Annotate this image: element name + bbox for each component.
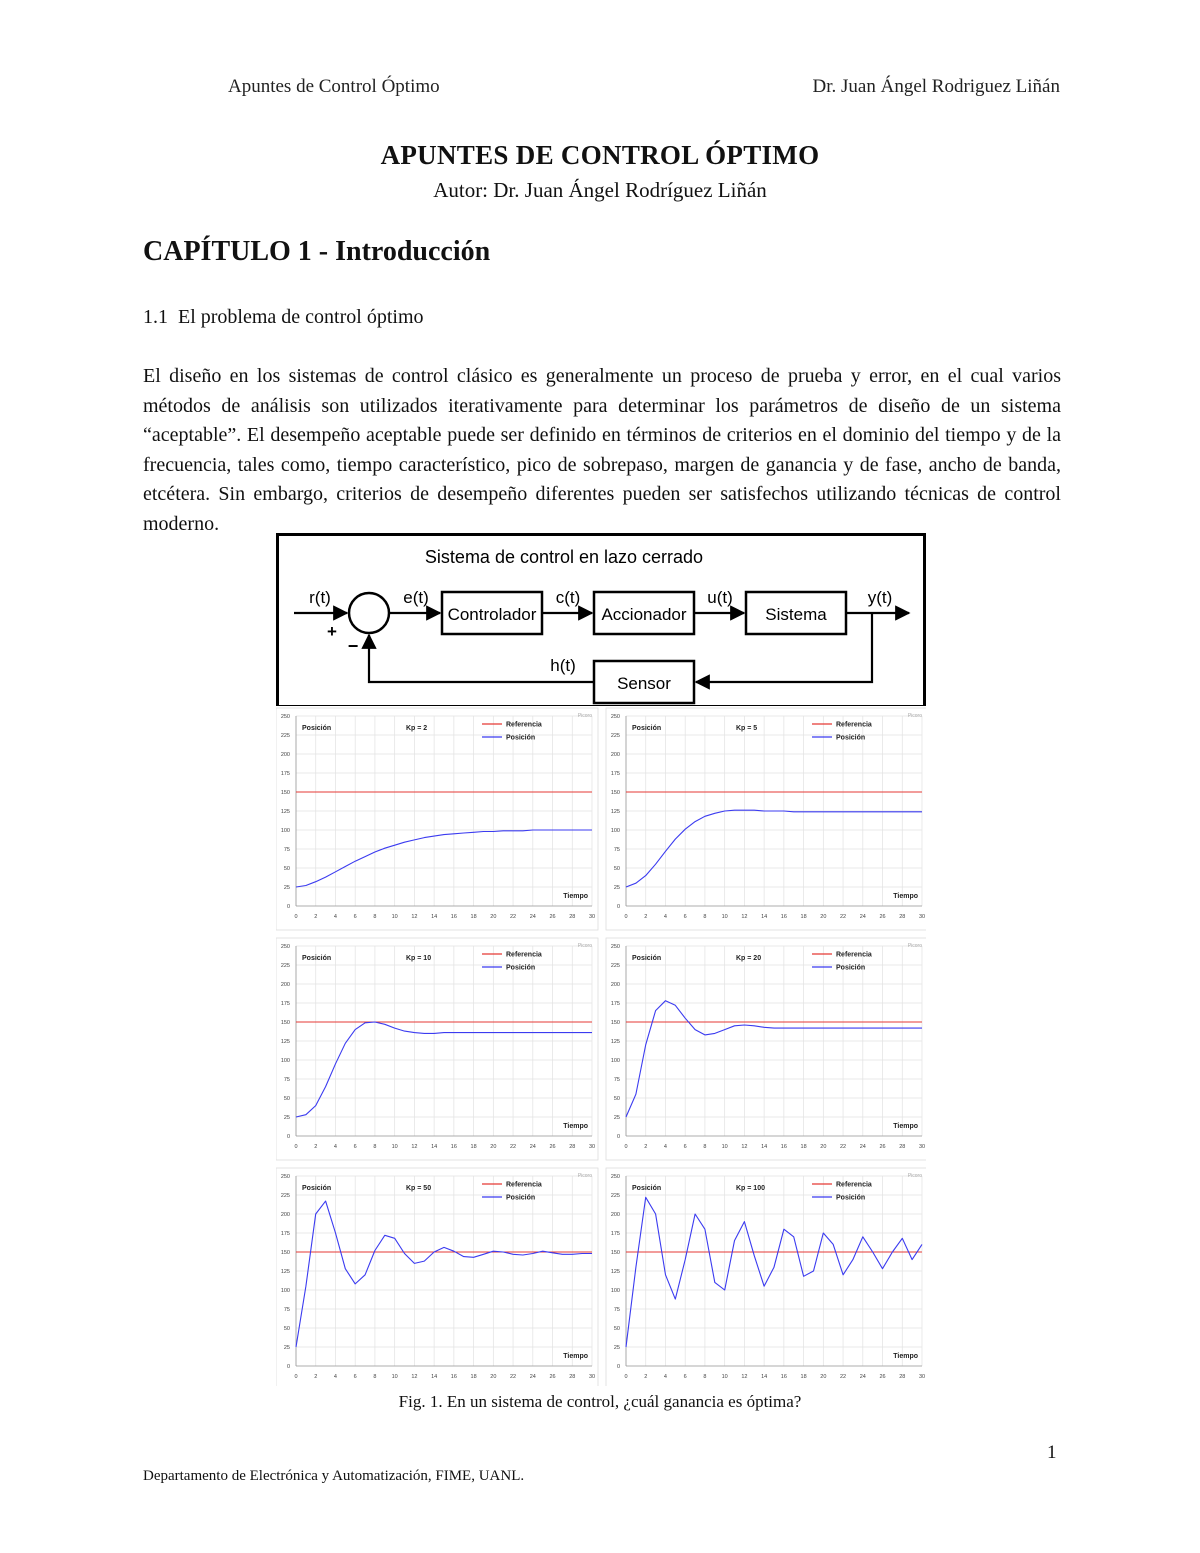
x-tick-label: 4: [333, 1374, 337, 1380]
x-tick-label: 4: [663, 914, 667, 920]
y-tick-label: 200: [280, 982, 290, 988]
y-tick-label: 100: [280, 1288, 290, 1294]
chart-panel: [606, 938, 926, 1160]
x-tick-label: 26: [879, 914, 886, 920]
x-tick-label: 28: [899, 914, 906, 920]
y-tick-label: 75: [613, 847, 620, 853]
y-tick-label: 200: [280, 752, 290, 758]
x-tick-label: 10: [721, 1374, 728, 1380]
x-tick-label: 10: [391, 1374, 398, 1380]
signal-r: r(t): [309, 588, 331, 607]
x-tick-label: 6: [353, 1374, 357, 1380]
x-tick-label: 24: [529, 1144, 536, 1150]
page-number: 1: [1047, 1442, 1057, 1463]
diagram-title: Sistema de control en lazo cerrado: [424, 547, 704, 567]
y-tick-label: 200: [610, 1212, 620, 1218]
sensor-label: Sensor: [617, 674, 671, 693]
gain-label: Kp = 20: [736, 955, 762, 962]
x-tick-label: 6: [683, 914, 687, 920]
y-tick-label: 225: [610, 733, 620, 739]
x-tick-label: 26: [549, 1144, 556, 1150]
x-tick-label: 14: [761, 1374, 768, 1380]
x-tick-label: 30: [588, 914, 596, 920]
x-tick-label: 26: [879, 1144, 886, 1150]
x-axis-label: Tiempo: [893, 1123, 918, 1130]
y-tick-label: 100: [610, 828, 620, 834]
x-tick-label: 12: [741, 1144, 748, 1150]
x-tick-label: 24: [859, 1374, 866, 1380]
y-tick-label: 150: [610, 790, 620, 796]
y-tick-label: 25: [613, 1115, 620, 1121]
system-label: Sistema: [765, 605, 827, 624]
x-tick-label: 4: [333, 914, 337, 920]
gain-label: Kp = 5: [736, 725, 758, 732]
legend-label: Referencia: [506, 721, 542, 729]
gain-label: Kp = 10: [406, 955, 432, 962]
y-tick-label: 75: [283, 847, 290, 853]
corner-label: Picoro: [907, 713, 922, 719]
x-tick-label: 30: [588, 1144, 596, 1150]
plus-sign: +: [327, 622, 337, 641]
x-tick-label: 12: [411, 914, 418, 920]
x-tick-label: 2: [314, 1144, 318, 1150]
x-tick-label: 18: [800, 914, 807, 920]
x-tick-label: 8: [703, 914, 707, 920]
legend-label: Posición: [836, 1194, 866, 1202]
y-tick-label: 225: [610, 963, 620, 969]
y-tick-label: 0: [286, 904, 290, 910]
y-tick-label: 250: [280, 944, 290, 950]
y-tick-label: 150: [280, 1020, 290, 1026]
x-tick-label: 8: [703, 1144, 707, 1150]
author-line: Autor: Dr. Juan Ángel Rodríguez Liñán: [433, 178, 767, 202]
x-tick-label: 8: [373, 1374, 377, 1380]
y-tick-label: 0: [616, 1134, 620, 1140]
y-tick-label: 0: [616, 904, 620, 910]
y-tick-label: 100: [610, 1288, 620, 1294]
legend-label: Referencia: [836, 951, 872, 959]
actuator-label: Accionador: [601, 605, 687, 624]
y-tick-label: 250: [280, 1174, 290, 1180]
x-tick-label: 18: [800, 1374, 807, 1380]
y-tick-label: 200: [280, 1212, 290, 1218]
x-tick-label: 20: [820, 1144, 827, 1150]
corner-label: Picoro: [577, 1173, 592, 1179]
x-tick-label: 22: [510, 1374, 517, 1380]
y-tick-label: 25: [283, 1115, 290, 1121]
signal-u: u(t): [707, 588, 733, 607]
y-axis-label: Posición: [632, 725, 662, 732]
y-tick-label: 125: [610, 1269, 620, 1275]
legend-label: Posición: [506, 964, 536, 972]
body-paragraph: El diseño en los sistemas de control clásico es generalmente un proceso de prueba y error, en el cual varios métodos de análisis son utilizados iterativamente para determinar los parámetros de diseño de un sistema “aceptable”. El desempeño aceptable puede ser definido en términos de criterios en el dominio del tiempo y de la frecuencia, tales como, tiempo característico, pico de sobrepaso, margen de ganancia y de fase, ancho de banda, etcétera. Sin embargo, criterios de desempeño diferentes pueden ser satisfechos utilizando técnicas de control moderno.: [143, 365, 1061, 535]
chart-background: [276, 708, 598, 930]
signal-h: h(t): [550, 656, 576, 675]
x-tick-label: 22: [840, 914, 847, 920]
y-tick-label: 75: [613, 1307, 620, 1313]
chart-background: [276, 1168, 598, 1386]
x-tick-label: 20: [490, 914, 497, 920]
x-tick-label: 14: [431, 1374, 438, 1380]
y-tick-label: 50: [613, 1326, 620, 1332]
chapter-heading: CAPÍTULO 1 - Introducción: [143, 236, 491, 267]
x-tick-label: 30: [918, 1374, 926, 1380]
x-tick-label: 6: [683, 1374, 687, 1380]
y-tick-label: 25: [283, 885, 290, 891]
x-tick-label: 8: [373, 914, 377, 920]
x-tick-label: 12: [741, 914, 748, 920]
x-tick-label: 28: [569, 1144, 576, 1150]
block-diagram: [276, 533, 926, 706]
y-tick-label: 50: [283, 1326, 290, 1332]
x-tick-label: 14: [431, 914, 438, 920]
signal-y: y(t): [867, 588, 893, 607]
x-tick-label: 18: [800, 1144, 807, 1150]
x-axis-label: Tiempo: [563, 1353, 588, 1360]
x-tick-label: 16: [780, 1144, 787, 1150]
legend-label: Referencia: [506, 951, 542, 959]
legend-label: Referencia: [836, 721, 872, 729]
y-axis-label: Posición: [302, 955, 332, 962]
y-axis-label: Posición: [302, 725, 332, 732]
x-tick-label: 6: [353, 1144, 357, 1150]
x-tick-label: 0: [294, 1374, 298, 1380]
x-tick-label: 14: [431, 1144, 438, 1150]
x-tick-label: 24: [529, 914, 536, 920]
y-tick-label: 175: [280, 771, 290, 777]
corner-label: Picoro: [907, 943, 922, 949]
y-tick-label: 50: [613, 1096, 620, 1102]
x-tick-label: 18: [470, 1374, 477, 1380]
running-header-right: Dr. Juan Ángel Rodriguez Liñán: [812, 76, 1060, 97]
x-tick-label: 10: [391, 914, 398, 920]
x-tick-label: 10: [721, 914, 728, 920]
x-tick-label: 22: [840, 1144, 847, 1150]
section-title: El problema de control óptimo: [178, 306, 424, 328]
y-tick-label: 225: [280, 1193, 290, 1199]
y-tick-label: 25: [613, 885, 620, 891]
controller-label: Controlador: [447, 605, 537, 624]
y-tick-label: 0: [616, 1364, 620, 1370]
chart-background: [276, 938, 598, 1160]
y-tick-label: 175: [610, 771, 620, 777]
x-tick-label: 16: [450, 1144, 457, 1150]
x-tick-label: 2: [644, 1144, 648, 1150]
y-tick-label: 125: [280, 1039, 290, 1045]
x-tick-label: 20: [490, 1144, 497, 1150]
y-axis-label: Posición: [632, 1185, 662, 1192]
x-tick-label: 0: [294, 914, 298, 920]
x-tick-label: 12: [741, 1374, 748, 1380]
legend-label: Posición: [506, 1194, 536, 1202]
y-tick-label: 0: [286, 1364, 290, 1370]
x-tick-label: 2: [644, 1374, 648, 1380]
x-tick-label: 6: [683, 1144, 687, 1150]
x-tick-label: 2: [314, 914, 318, 920]
x-tick-label: 22: [840, 1374, 847, 1380]
x-axis-label: Tiempo: [563, 1123, 588, 1130]
x-tick-label: 28: [899, 1144, 906, 1150]
response-charts: [276, 706, 926, 1386]
x-tick-label: 26: [549, 914, 556, 920]
x-tick-label: 22: [510, 1144, 517, 1150]
x-tick-label: 20: [820, 914, 827, 920]
x-tick-label: 8: [373, 1144, 377, 1150]
y-tick-label: 175: [280, 1001, 290, 1007]
x-tick-label: 0: [624, 1144, 628, 1150]
y-tick-label: 125: [280, 1269, 290, 1275]
y-tick-label: 250: [610, 714, 620, 720]
y-tick-label: 175: [280, 1231, 290, 1237]
section-heading: [143, 306, 424, 329]
x-tick-label: 16: [780, 914, 787, 920]
x-tick-label: 12: [411, 1144, 418, 1150]
y-tick-label: 75: [613, 1077, 620, 1083]
chart-panel: [606, 708, 926, 930]
y-tick-label: 50: [613, 866, 620, 872]
x-tick-label: 30: [588, 1374, 596, 1380]
x-tick-label: 28: [899, 1374, 906, 1380]
legend-label: Posición: [836, 964, 866, 972]
section-number: 1.1: [143, 306, 168, 328]
x-tick-label: 16: [450, 914, 457, 920]
chart-background: [606, 708, 926, 930]
x-axis-label: Tiempo: [893, 1353, 918, 1360]
x-tick-label: 28: [569, 1374, 576, 1380]
y-tick-label: 250: [610, 1174, 620, 1180]
chart-background: [606, 938, 926, 1160]
y-tick-label: 225: [280, 733, 290, 739]
x-tick-label: 28: [569, 914, 576, 920]
x-axis-label: Tiempo: [893, 893, 918, 900]
x-tick-label: 20: [820, 1374, 827, 1380]
document-title: APUNTES DE CONTROL ÓPTIMO: [380, 140, 820, 170]
y-tick-label: 225: [610, 1193, 620, 1199]
y-tick-label: 25: [283, 1345, 290, 1351]
x-tick-label: 2: [314, 1374, 318, 1380]
gain-label: Kp = 100: [736, 1185, 765, 1192]
y-axis-label: Posición: [632, 955, 662, 962]
gain-label: Kp = 50: [406, 1185, 432, 1192]
x-tick-label: 24: [859, 914, 866, 920]
chart-background: [606, 1168, 926, 1386]
y-tick-label: 250: [610, 944, 620, 950]
y-tick-label: 150: [610, 1020, 620, 1026]
y-tick-label: 75: [283, 1307, 290, 1313]
x-tick-label: 30: [918, 1144, 926, 1150]
x-tick-label: 8: [703, 1374, 707, 1380]
chart-panel: [606, 1168, 926, 1386]
y-tick-label: 50: [283, 866, 290, 872]
y-tick-label: 175: [610, 1231, 620, 1237]
page-footer: Departamento de Electrónica y Automatización, FIME, UANL.: [143, 1468, 525, 1484]
y-tick-label: 125: [280, 809, 290, 815]
y-tick-label: 125: [610, 809, 620, 815]
chart-panel: [276, 938, 598, 1160]
x-tick-label: 0: [294, 1144, 298, 1150]
x-tick-label: 0: [624, 914, 628, 920]
x-tick-label: 16: [780, 1374, 787, 1380]
y-tick-label: 0: [286, 1134, 290, 1140]
y-tick-label: 100: [610, 1058, 620, 1064]
x-axis-label: Tiempo: [563, 893, 588, 900]
y-tick-label: 200: [610, 982, 620, 988]
x-tick-label: 26: [879, 1374, 886, 1380]
y-tick-label: 150: [280, 790, 290, 796]
x-tick-label: 4: [663, 1374, 667, 1380]
chart-panel: [276, 1168, 598, 1386]
y-tick-label: 100: [280, 1058, 290, 1064]
x-tick-label: 10: [391, 1144, 398, 1150]
legend-label: Referencia: [506, 1181, 542, 1189]
x-tick-label: 10: [721, 1144, 728, 1150]
minus-sign: −: [347, 636, 359, 656]
x-tick-label: 14: [761, 914, 768, 920]
y-tick-label: 250: [280, 714, 290, 720]
x-tick-label: 4: [663, 1144, 667, 1150]
corner-label: Picoro: [577, 713, 592, 719]
x-tick-label: 30: [918, 914, 926, 920]
y-tick-label: 150: [280, 1250, 290, 1256]
y-tick-label: 175: [610, 1001, 620, 1007]
x-tick-label: 12: [411, 1374, 418, 1380]
legend-label: Posición: [506, 734, 536, 742]
figure-caption: Fig. 1. En un sistema de control, ¿cuál ganancia es óptima?: [398, 1392, 802, 1411]
corner-label: Picoro: [907, 1173, 922, 1179]
x-tick-label: 24: [529, 1374, 536, 1380]
x-tick-label: 18: [470, 914, 477, 920]
chart-panel: [276, 708, 598, 930]
x-tick-label: 18: [470, 1144, 477, 1150]
y-tick-label: 150: [610, 1250, 620, 1256]
x-tick-label: 22: [510, 914, 517, 920]
y-tick-label: 225: [280, 963, 290, 969]
x-tick-label: 24: [859, 1144, 866, 1150]
x-tick-label: 20: [490, 1374, 497, 1380]
y-tick-label: 75: [283, 1077, 290, 1083]
legend-label: Referencia: [836, 1181, 872, 1189]
y-tick-label: 25: [613, 1345, 620, 1351]
corner-label: Picoro: [577, 943, 592, 949]
legend-label: Posición: [836, 734, 866, 742]
x-tick-label: 0: [624, 1374, 628, 1380]
signal-c: c(t): [555, 588, 581, 607]
signal-e: e(t): [403, 588, 429, 607]
y-tick-label: 50: [283, 1096, 290, 1102]
y-tick-label: 125: [610, 1039, 620, 1045]
x-tick-label: 26: [549, 1374, 556, 1380]
gain-label: Kp = 2: [406, 725, 428, 732]
x-tick-label: 14: [761, 1144, 768, 1150]
x-tick-label: 4: [333, 1144, 337, 1150]
x-tick-label: 16: [450, 1374, 457, 1380]
y-axis-label: Posición: [302, 1185, 332, 1192]
summing-junction: [349, 593, 389, 633]
x-tick-label: 6: [353, 914, 357, 920]
running-header-left: Apuntes de Control Óptimo: [228, 76, 440, 97]
y-tick-label: 100: [280, 828, 290, 834]
x-tick-label: 2: [644, 914, 648, 920]
y-tick-label: 200: [610, 752, 620, 758]
